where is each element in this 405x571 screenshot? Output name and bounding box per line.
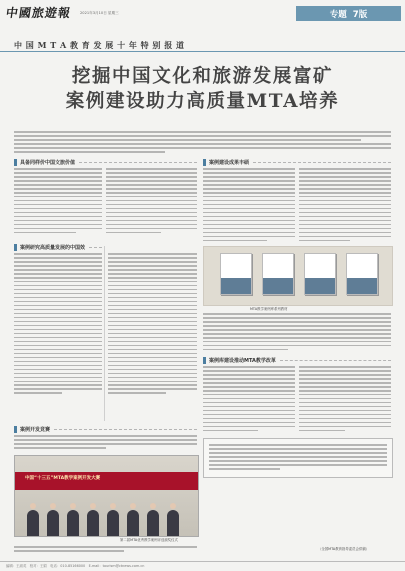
casebook-figure [203, 246, 393, 306]
section-heading-left-2 [14, 243, 102, 251]
section-heading-right-1 [203, 158, 391, 166]
intro-paragraph [14, 131, 391, 155]
masthead [0, 0, 405, 26]
page-footer: 编辑：王淑英 校对：王娟 电话：010-85166000 E-mail：tourism@ctnews.com.cn [6, 564, 145, 568]
section-badge [296, 6, 401, 21]
section-heading-left-3 [14, 425, 197, 433]
section-heading-left-1 [14, 158, 197, 166]
book-cover [304, 253, 336, 295]
event-banner-text: 中国“十三五”MTA教学案例开发大赛 [25, 476, 101, 481]
article-body-right-2 [203, 313, 391, 353]
section-label: 专题 [329, 9, 347, 20]
article-body-right-1a [203, 168, 295, 244]
page-label: 7版 [352, 9, 368, 20]
special-report-subtitle: 中 国 M T A 教 育 发 展 十 年 特 别 报 道 [14, 40, 185, 50]
article-body-right-3b [299, 366, 391, 434]
article-body-left-2 [14, 253, 102, 396]
closing-note-text [209, 444, 387, 472]
section-heading-text: 具备同样价中国文旅价值 [20, 159, 76, 166]
source-credit: （全国MTA教育指导委员会供稿） [318, 547, 370, 551]
article-body-right-1b [299, 168, 391, 244]
section-heading-text: 案例研究高质量发展的中国效 [20, 244, 86, 251]
article-body-middle [108, 253, 197, 396]
headline-line-2: 案例建设助力高质量MTA培养 [65, 91, 340, 112]
article-body-left-3 [14, 435, 197, 451]
section-heading-text: 案例开发竞赛 [20, 426, 51, 433]
headline-line-1: 挖掘中国文化和旅游发展富矿 [71, 66, 334, 87]
photo-caption: 第二届MTA优秀教学案例评选颁奖仪式 [120, 538, 178, 542]
article-body-left-4 [14, 546, 197, 554]
section-heading-text: 案例库建设推动MTA教学改革 [209, 357, 276, 364]
article-body-left-1a [14, 168, 102, 236]
book-cover [220, 253, 252, 295]
newspaper-logo: 中國旅遊報 [4, 6, 72, 20]
book-cover [346, 253, 378, 295]
book-cover [262, 253, 294, 295]
dateline: 2021年3月10日 星期三 [80, 11, 119, 15]
closing-note-box [203, 438, 393, 478]
article-body-left-1b [106, 168, 197, 236]
footer-rule [0, 561, 405, 562]
header-rule [0, 51, 405, 52]
article-body-right-3a [203, 366, 295, 434]
books-caption: MTA教学案例库系列教材 [250, 307, 288, 311]
section-heading-text: 案例建设成果丰硕 [209, 159, 250, 166]
award-ceremony-photo [14, 455, 199, 537]
section-heading-right-2 [203, 356, 391, 364]
